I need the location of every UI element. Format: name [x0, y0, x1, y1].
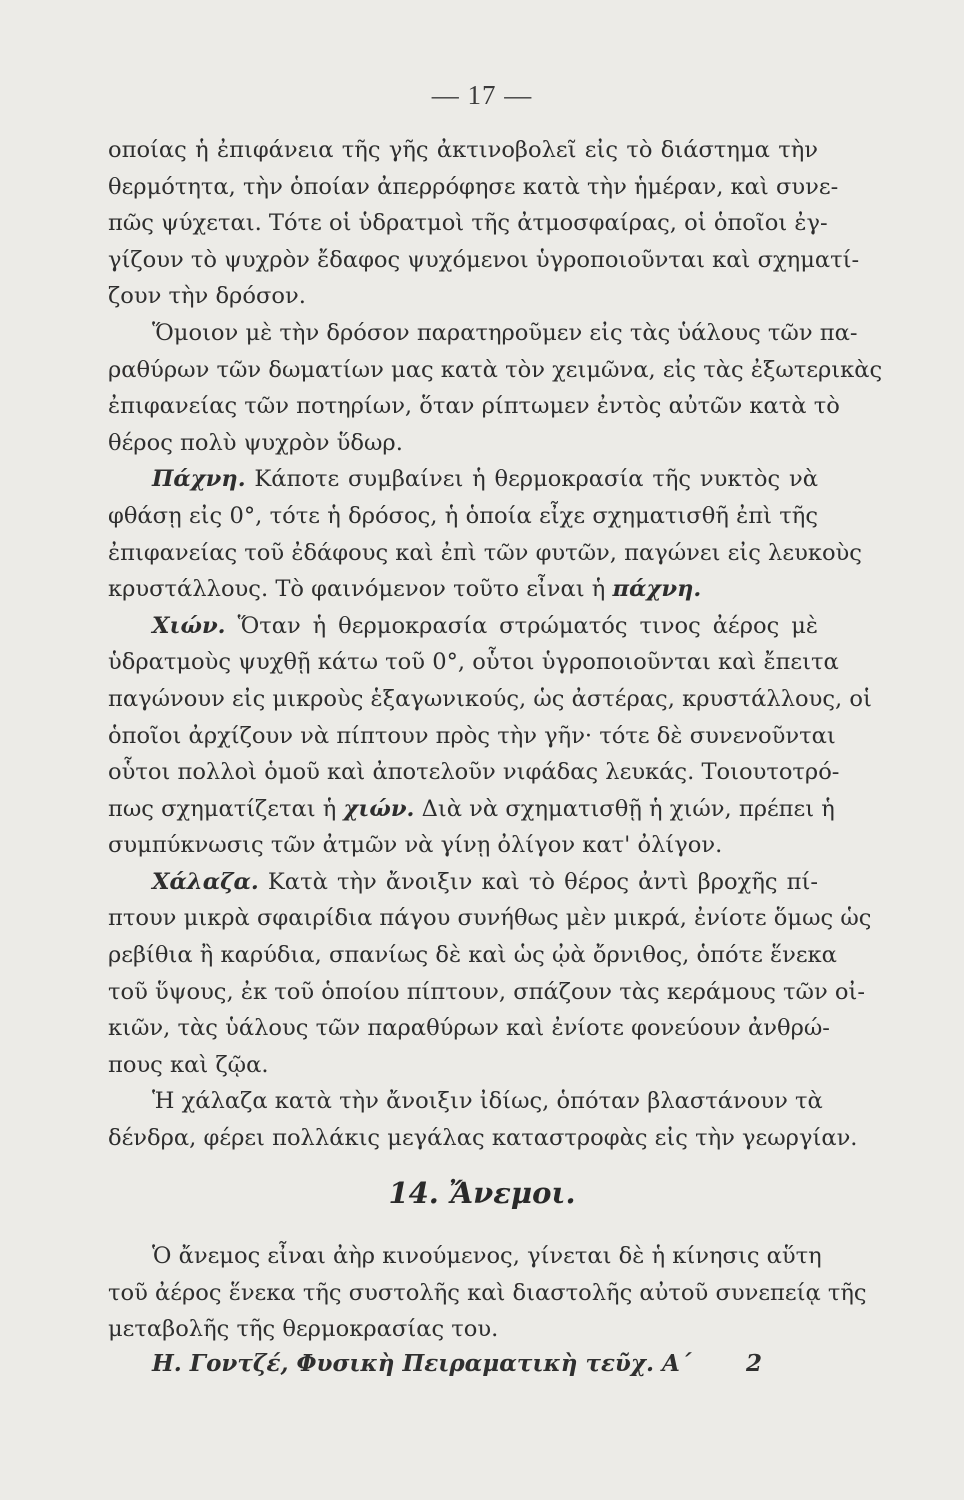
italic-term: χιών.	[343, 795, 415, 822]
text-line: δένδρα, φέρει πολλάκις μεγάλας καταστροφὰς εἰς τὴν γεωργίαν.	[108, 1125, 858, 1152]
text-run: Ὅταν ἡ θερμοκρασία στρώματός τινος ἀέρος μὲ	[225, 612, 818, 639]
text-line: πτουν μικρὰ σφαιρίδια πάγου συνήθως μὲν μικρά, ἐνίοτε ὅμως ὡς	[108, 905, 872, 932]
text-run: Κάποτε συμβαίνει ἡ θερμοκρασία τῆς νυκτὸς νὰ	[245, 466, 818, 493]
runin-heading: Χιών.	[152, 612, 226, 639]
runin-heading: Χάλαζα.	[152, 868, 259, 895]
text-line: τοῦ ὕψους, ἐκ τοῦ ὁποίου πίπτουν, σπάζουν τὰς κεράμους τῶν οἰ-	[108, 978, 865, 1005]
text-line: μεταβολῆς τῆς θερμοκρασίας του.	[108, 1316, 499, 1343]
text-line: ρεβίθια ἢ καρύδια, σπανίως δὲ καὶ ὡς ᾠὰ ὄρνιθος, ὁπότε ἕνεκα	[108, 942, 837, 969]
text-line	[108, 608, 818, 645]
text-run: πως σχηματίζεται ἡ	[108, 795, 344, 822]
text-line: τοῦ ἀέρος ἕνεκα τῆς συστολῆς καὶ διαστολῆς αὐτοῦ συνεπείᾳ τῆς	[108, 1279, 867, 1306]
text-line: γίζουν τὸ ψυχρὸν ἔδαφος ψυχόμενοι ὑγροποιοῦνται καὶ σχηματί-	[108, 246, 860, 273]
text-line	[108, 864, 818, 901]
page-footer	[152, 1350, 762, 1377]
text-line: ραθύρων τῶν δωματίων μας κατὰ τὸν χειμῶνα, εἰς τὰς ἐξωτερικὰς	[108, 356, 883, 383]
text-run: κρυστάλλους. Τὸ φαινόμενον τοῦτο εἶναι ἡ	[108, 576, 613, 603]
text-line: οὗτοι πολλοὶ ὁμοῦ καὶ ἀποτελοῦν νιφάδας λευκάς. Τοιουτοτρό-	[108, 759, 840, 786]
section-heading: 14. Ἄνεμοι.	[388, 1176, 576, 1210]
text-line: παγώνουν εἰς μικροὺς ἑξαγωνικούς, ὡς ἀστέρας, κρυστάλλους, οἱ	[108, 685, 872, 712]
text-line: ἐπιφανείας τοῦ ἐδάφους καὶ ἐπὶ τῶν φυτῶν, παγώνει εἰς λευκοὺς	[108, 539, 862, 566]
text-line: ἐπιφανείας τῶν ποτηρίων, ὅταν ρίπτωμεν ἐντὸς αὐτῶν κατὰ τὸ	[108, 393, 840, 420]
page-number: — 17 —	[431, 80, 533, 110]
text-line	[108, 571, 818, 608]
text-line: ὁποῖοι ἀρχίζουν νὰ πίπτουν πρὸς τὴν γῆν· τότε δὲ συνενοῦνται	[108, 722, 836, 749]
runin-heading: Πάχνη.	[152, 466, 246, 493]
text-line: πῶς ψύχεται. Τότε οἱ ὑδρατμοὶ τῆς ἀτμοσφαίρας, οἱ ὁποῖοι ἐγ-	[108, 210, 828, 237]
text-line	[108, 461, 818, 498]
text-line: συμπύκνωσις τῶν ἀτμῶν νὰ γίνῃ ὀλίγον κατ' ὀλίγον.	[108, 832, 723, 859]
text-run: Διὰ νὰ σχηματισθῇ ἡ χιών, πρέπει ἡ	[414, 795, 835, 822]
text-line: θέρος πολὺ ψυχρὸν ὕδωρ.	[108, 429, 403, 456]
text-line: ζουν τὴν δρόσον.	[108, 283, 306, 310]
text-line: κιῶν, τὰς ὑάλους τῶν παραθύρων καὶ ἐνίοτε φονεύουν ἀνθρώ-	[108, 1015, 830, 1042]
text-line: Ἡ χάλαζα κατὰ τὴν ἄνοιξιν ἰδίως, ὁπόταν βλαστάνουν τὰ	[152, 1088, 823, 1115]
text-line	[108, 791, 835, 828]
text-line: θερμότητα, τὴν ὁποίαν ἀπερρόφησε κατὰ τὴν ἡμέραν, καὶ συνε-	[108, 173, 839, 200]
text-line: ὑδρατμοὺς ψυχθῇ κάτω τοῦ 0°, οὗτοι ὑγροποιοῦνται καὶ ἔπειτα	[108, 649, 839, 676]
text-line: φθάσῃ εἰς 0°, τότε ἡ δρόσος, ἡ ὁποία εἶχε σχηματισθῆ ἐπὶ τῆς	[108, 502, 818, 529]
signature-mark: 2	[745, 1350, 762, 1377]
text-run: Κατὰ τὴν ἄνοιξιν καὶ τὸ θέρος ἀντὶ βροχῆς πί-	[258, 868, 818, 895]
footer-citation: Η. Γοντζέ, Φυσικὴ Πειραματικὴ τεῦχ. Α΄	[152, 1350, 692, 1377]
text-line: οποίας ἡ ἐπιφάνεια τῆς γῆς ἀκτινοβολεῖ εἰς τὸ διάστημα τὴν	[108, 137, 818, 163]
text-line: Ὁ ἄνεμος εἶναι ἀὴρ κινούμενος, γίνεται δὲ ἡ κίνησις αὕτη	[152, 1243, 822, 1269]
italic-term: πάχνη.	[612, 576, 702, 603]
text-line: Ὅμοιον μὲ τὴν δρόσον παρατηροῦμεν εἰς τὰς ὑάλους τῶν πα-	[152, 319, 858, 346]
body-text	[108, 132, 883, 1157]
text-line: πους καὶ ζῷα.	[108, 1051, 269, 1078]
body-text-section-14	[108, 1238, 867, 1348]
